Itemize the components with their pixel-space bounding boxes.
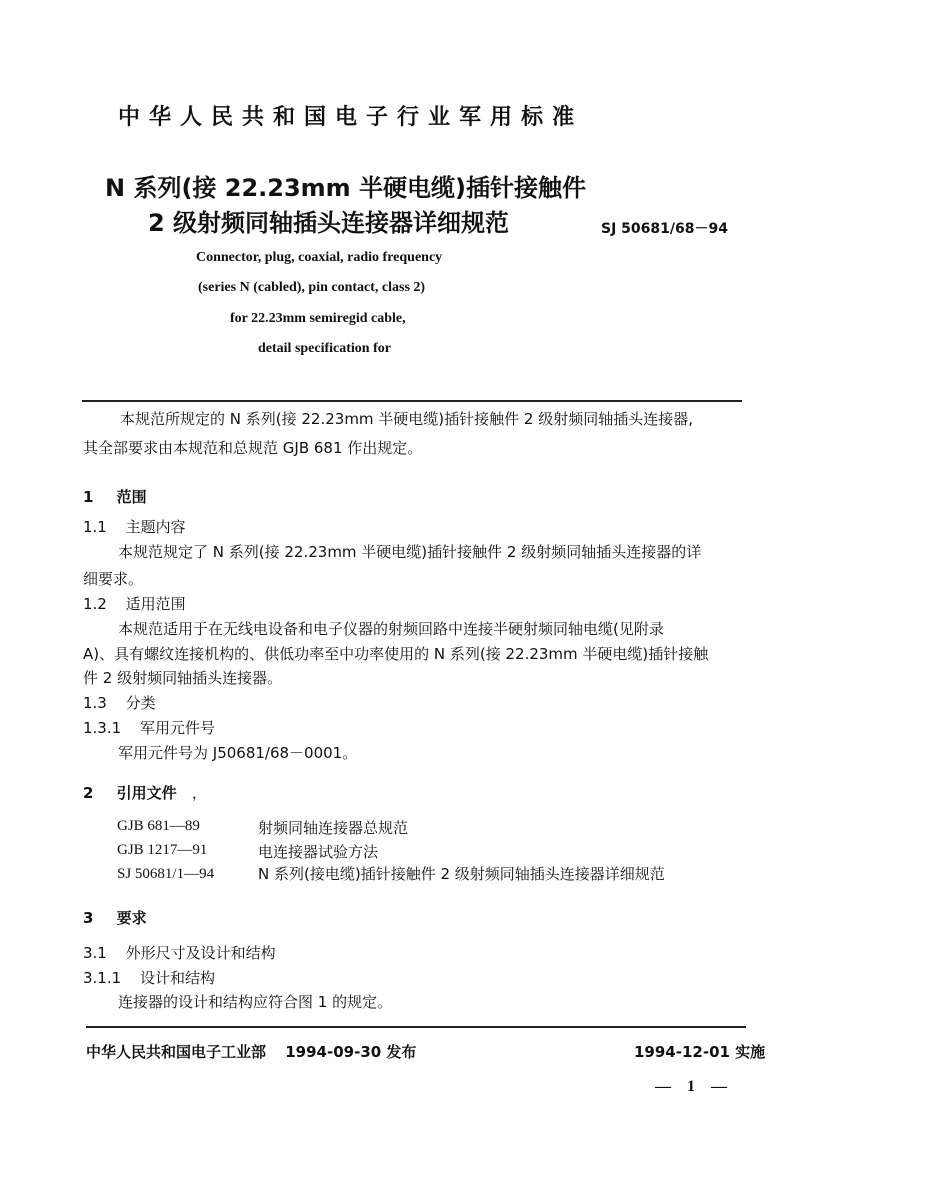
english-title-line-1: Connector, plug, coaxial, radio frequency	[196, 250, 443, 265]
section-3-1-1-line-1: 连接器的设计和结构应符合图 1 的规定。	[118, 993, 393, 1011]
page-number: — 1 —	[655, 1078, 733, 1095]
section-number: 1.2	[83, 595, 107, 613]
section-1-1-heading	[83, 520, 186, 535]
footer-publisher-block	[86, 1041, 416, 1062]
section-3-1-heading	[83, 946, 276, 961]
intro-line-1: 本规范所规定的 N 系列(接 22.23mm 半硬电缆)插针接触件 2 级射频同轴插头连接器,	[120, 410, 694, 428]
section-1-1-line-1: 本规范规定了 N 系列(接 22.23mm 半硬电缆)插针接触件 2 级射频同轴插头连接器的详	[118, 543, 702, 561]
effective-date: 1994-12-01 实施	[634, 1043, 766, 1061]
title-line-1: N 系列(接 22.23mm 半硬电缆)插针接触件	[105, 174, 587, 202]
section-number: 3	[83, 909, 94, 927]
section-number: 1.3	[83, 694, 107, 712]
section-title: 适用范围	[125, 595, 186, 613]
bottom-divider	[86, 1026, 746, 1028]
standard-number: SJ 50681/68－94	[601, 221, 728, 237]
section-number: 1.1	[83, 518, 107, 536]
section-3-1-1-heading	[83, 971, 215, 986]
section-1-2-line-3: 件 2 级射频同轴插头连接器。	[83, 669, 283, 687]
section-title: 外形尺寸及设计和结构	[125, 944, 276, 962]
section-title: 设计和结构	[139, 969, 215, 987]
section-number: 3.1.1	[83, 969, 122, 987]
reference-code: GJB 1217—91	[117, 842, 208, 858]
section-number: 1	[83, 488, 94, 506]
english-title-line-3: for 22.23mm semiregid cable,	[230, 311, 406, 326]
english-title-line-4: detail specification for	[258, 341, 391, 356]
section-number: 3.1	[83, 944, 107, 962]
section-1-3-1-line-1: 军用元件号为 J50681/68－0001。	[118, 744, 358, 762]
reference-title: N 系列(接电缆)插针接触件 2 级射频同轴插头连接器详细规范	[258, 865, 665, 883]
reference-code: GJB 681—89	[117, 818, 200, 834]
section-1-heading	[83, 486, 147, 507]
section-1-3-1-heading	[83, 721, 215, 736]
section-title: 主题内容	[125, 518, 186, 536]
section-2-heading	[83, 782, 207, 803]
section-title: 军用元件号	[139, 719, 215, 737]
publisher: 中华人民共和国电子工业部	[86, 1043, 267, 1061]
intro-line-2: 其全部要求由本规范和总规范 GJB 681 作出规定。	[83, 439, 423, 457]
section-3-heading	[83, 907, 147, 928]
section-title: 范围	[116, 488, 147, 506]
section-1-2-line-1: 本规范适用于在无线电设备和电子仪器的射频回路中连接半硬射频同轴电缆(见附录	[118, 620, 664, 638]
issue-date: 1994-09-30 发布	[285, 1043, 417, 1061]
section-1-3-heading	[83, 696, 156, 711]
top-divider	[82, 400, 742, 402]
reference-title: 电连接器试验方法	[258, 843, 379, 861]
section-1-1-line-2: 细要求。	[83, 570, 144, 588]
section-title: 引用文件	[116, 784, 177, 802]
reference-code: SJ 50681/1—94	[117, 866, 215, 882]
section-number: 2	[83, 784, 94, 802]
standard-category: 中华人民共和国电子行业军用标准	[118, 105, 584, 130]
title-line-2: 2 级射频同轴插头连接器详细规范	[148, 209, 510, 237]
reference-title: 射频同轴连接器总规范	[258, 819, 409, 837]
stray-mark: ，	[191, 784, 207, 802]
section-1-2-line-2: A)、具有螺纹连接机构的、供低功率至中功率使用的 N 系列(接 22.23mm 半硬电缆)插针接触	[83, 645, 709, 663]
english-title-line-2: (series N (cabled), pin contact, class 2)	[198, 280, 426, 295]
section-title: 要求	[116, 909, 147, 927]
section-number: 1.3.1	[83, 719, 122, 737]
section-1-2-heading	[83, 597, 186, 612]
section-title: 分类	[125, 694, 156, 712]
